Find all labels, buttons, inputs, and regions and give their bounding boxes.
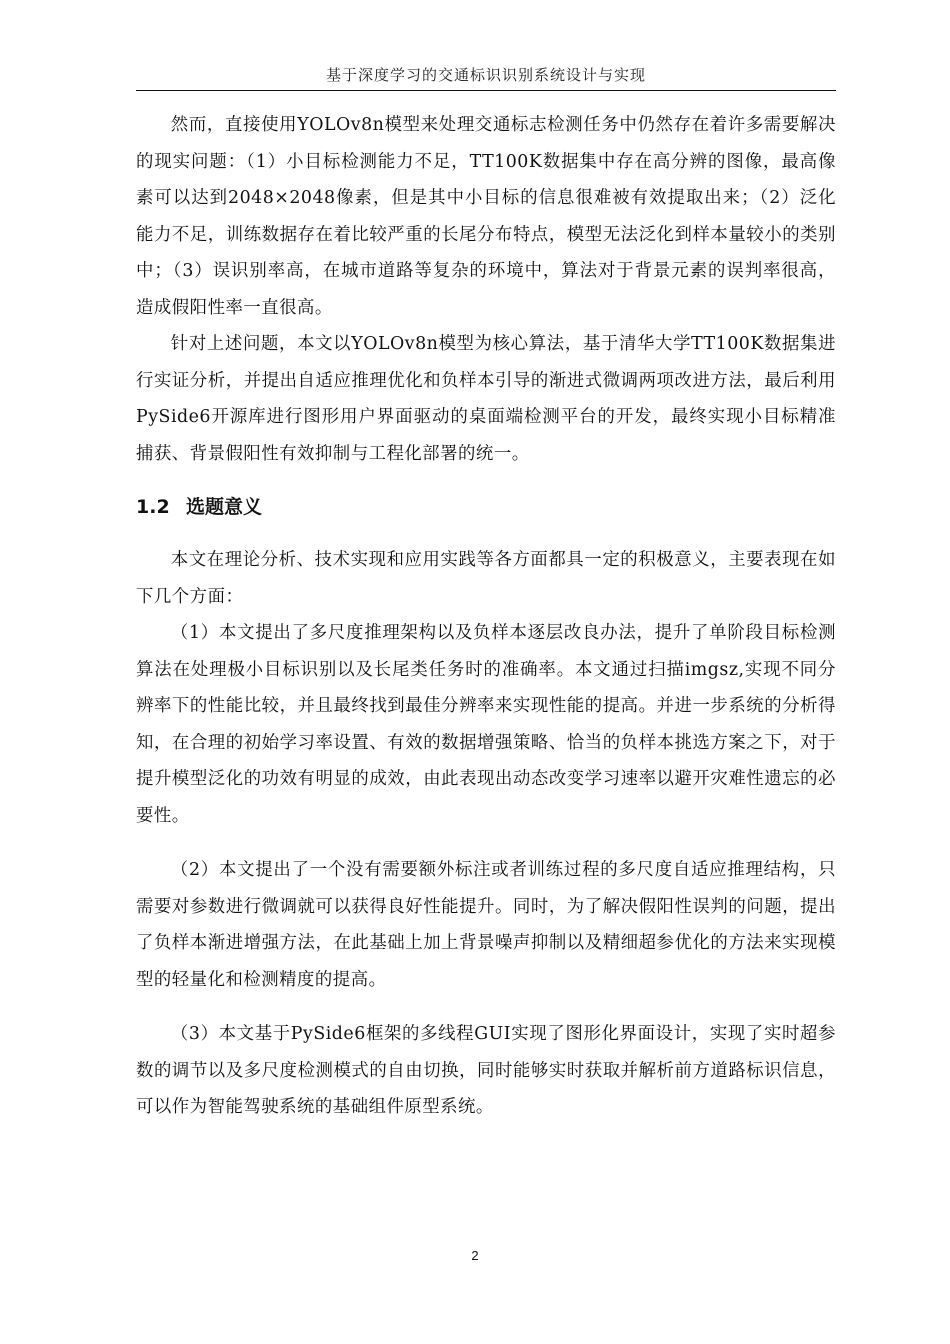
- paragraph-gap: [136, 998, 836, 1016]
- section-number: 1.2: [136, 496, 170, 518]
- header-rule: [136, 90, 836, 91]
- paragraph-significance-item-2: （2）本文提出了一个没有需要额外标注或者训练过程的多尺度自适应推理结构，只需要对参数进行微调就可以获得良好性能提升。同时，为了解决假阳性误判的问题，提出了负样本渐进增强方法，在此基础上加上背景噪声抑制以及精细超参优化的方法来实现模型的轻量化和检测精度的提高。: [136, 860, 836, 990]
- paragraph-significance-item-3: （3）本文基于PySide6框架的多线程GUI实现了图形化界面设计，实现了实时超参数的调节以及多尺度检测模式的自由切换，同时能够实时获取并解析前方道路标识信息，可以作为智能驾驶系统的基础组件原型系统。: [136, 1024, 836, 1117]
- section-heading: [136, 472, 836, 542]
- running-header: 基于深度学习的交通标识识别系统设计与实现: [325, 66, 646, 84]
- paragraph-significance-item-1: （1）本文提出了多尺度推理架构以及负样本逐层改良办法，提升了单阶段目标检测算法在处理极小目标识别以及长尾类任务时的准确率。本文通过扫描imgsz,实现不同分辨率下的性能比较，并且最终找到最佳分辨率来实现性能的提高。并进一步系统的分析得知，在合理的初始学习率设置、有效的数据增强策略、恰当的负样本挑选方案之下，对于提升模型泛化的功效有明显的成效，由此表现出动态改变学习速率以避开灾难性遗忘的必要性。: [136, 623, 836, 826]
- paragraph-gap: [136, 834, 836, 852]
- paragraph-approach: 针对上述问题，本文以YOLOv8n模型为核心算法，基于清华大学TT100K数据集进行实证分析，并提出自适应推理优化和负样本引导的渐进式微调两项改进方法，最后利用PySide6开源库进行图形用户界面驱动的桌面端检测平台的开发，最终实现小目标精准捕获、背景假阳性有效抑制与工程化部署的统一。: [136, 334, 836, 464]
- page-body: [136, 107, 836, 1126]
- page-number: 2: [471, 1248, 479, 1263]
- paragraph-problems: 然而，直接使用YOLOv8n模型来处理交通标志检测任务中仍然存在着许多需要解决的现实问题：（1）小目标检测能力不足，TT100K数据集中存在高分辨的图像，最高像素可以达到2048×2048像素，但是其中小目标的信息很难被有效提取出来；（2）泛化能力不足，训练数据存在着比较严重的长尾分布特点，模型无法泛化到样本量较小的类别中；（3）误识别率高，在城市道路等复杂的环境中，算法对于背景元素的误判率很高，造成假阳性率一直很高。: [136, 115, 836, 318]
- section-title: 选题意义: [186, 496, 263, 518]
- paragraph-significance-intro: 本文在理论分析、技术实现和应用实践等各方面都具一定的积极意义，主要表现在如下几个方面：: [136, 550, 836, 607]
